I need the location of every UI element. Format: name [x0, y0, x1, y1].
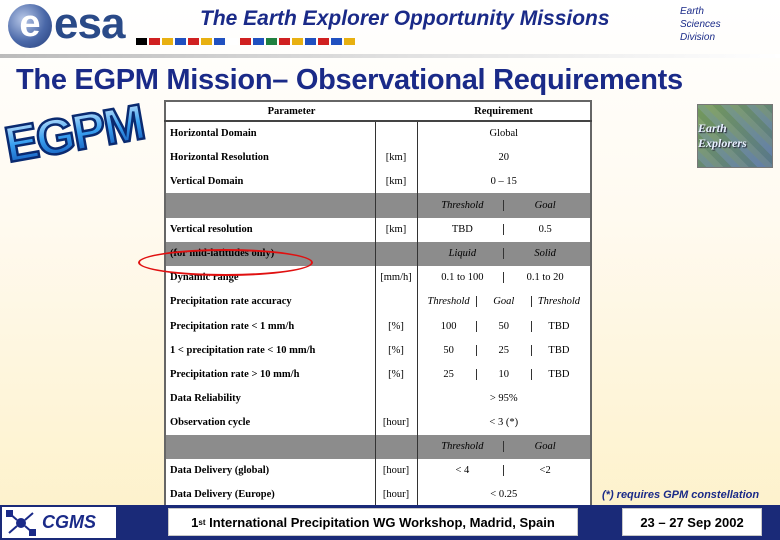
conference-ordinal: 1: [191, 514, 199, 530]
flag-icon: [240, 38, 251, 45]
flag-icon: [318, 38, 329, 45]
requirement-cell: < 3 (*): [489, 417, 519, 429]
requirement-cell: [417, 338, 591, 362]
unit-cell: [mm/h]: [375, 266, 417, 290]
flag-icon: [305, 38, 316, 45]
flag-icon: [188, 38, 199, 45]
parameter-cell: Precipitation rate < 1 mm/h: [165, 314, 375, 338]
conference-title: [168, 508, 578, 536]
division-label: [680, 5, 721, 44]
requirement-cell: < 0.25: [490, 488, 518, 500]
unit-cell: [%]: [375, 338, 417, 362]
table-row: [165, 169, 591, 193]
cgms-text: CGMS: [42, 512, 96, 532]
unit-cell: [375, 386, 417, 410]
satellite-icon: [6, 510, 36, 536]
requirement-subvalue: 50: [443, 344, 454, 356]
requirement-cell: [417, 314, 591, 338]
flag-icon: [292, 38, 303, 45]
division-line: Division: [680, 32, 716, 43]
requirement-subvalue: 10: [476, 369, 531, 380]
requirement-subvalue: Goal: [476, 296, 531, 307]
esa-globe-icon: e: [8, 4, 52, 48]
table-row: [165, 362, 591, 386]
table-row: [165, 218, 591, 242]
flag-icon: [162, 38, 173, 45]
table-row: [165, 411, 591, 435]
unit-cell: [hour]: [375, 483, 417, 507]
requirement-subvalue: 0.1 to 100: [441, 272, 484, 284]
parameter-cell: Precipitation rate > 10 mm/h: [165, 362, 375, 386]
table-row: [165, 338, 591, 362]
requirement-subvalue: TBD: [531, 369, 586, 380]
flag-icon: [266, 38, 277, 45]
parameter-cell: [165, 435, 375, 459]
parameter-cell: Precipitation rate accuracy: [165, 290, 375, 314]
table-row: [165, 314, 591, 338]
explorer-logo-text: Earth Explorers: [698, 121, 747, 150]
esa-logo: [8, 0, 136, 50]
footnote: (*) requires GPM constellation: [602, 489, 760, 501]
flag-icon: [227, 38, 238, 45]
header-title: The Earth Explorer Opportunity Missions: [200, 7, 610, 30]
requirement-subvalue: Threshold: [441, 441, 484, 453]
parameter-cell: Horizontal Resolution: [165, 145, 375, 169]
unit-cell: [hour]: [375, 459, 417, 483]
parameter-header: Parameter: [165, 101, 417, 121]
table-row: [165, 459, 591, 483]
highlight-ellipse: [138, 249, 313, 276]
unit-cell: [375, 242, 417, 266]
earth-explorer-logo: [697, 104, 773, 168]
requirement-cell: [417, 362, 591, 386]
parameter-cell: Data Delivery (global): [165, 459, 375, 483]
parameter-cell: 1 < precipitation rate < 10 mm/h: [165, 338, 375, 362]
unit-cell: [375, 121, 417, 145]
parameter-cell: Vertical Domain: [165, 169, 375, 193]
requirement-cell: [417, 242, 591, 266]
requirement-cell: > 95%: [489, 392, 518, 404]
requirement-subvalue: Threshold: [441, 199, 484, 211]
requirement-cell: [417, 193, 591, 217]
table-row: [165, 145, 591, 169]
requirement-subvalue: <2: [503, 465, 586, 476]
parameter-cell: Vertical resolution: [165, 218, 375, 242]
flag-icon: [253, 38, 264, 45]
requirement-subvalue: 25: [443, 368, 454, 380]
requirement-subvalue: TBD: [451, 224, 473, 236]
member-flags: [136, 38, 355, 45]
division-line: Sciences: [680, 19, 721, 30]
parameter-cell: Observation cycle: [165, 411, 375, 435]
requirement-subvalue: TBD: [531, 345, 586, 356]
requirement-subvalue: TBD: [531, 321, 586, 332]
unit-cell: [375, 435, 417, 459]
flag-icon: [279, 38, 290, 45]
conference-ordinal-suffix: st: [198, 517, 206, 527]
requirement-cell: [417, 435, 591, 459]
flag-icon: [201, 38, 212, 45]
table-row: [165, 483, 591, 507]
parameter-cell: Data Delivery (Europe): [165, 483, 375, 507]
requirement-subvalue: Threshold: [427, 296, 470, 308]
requirement-cell: [417, 459, 591, 483]
unit-cell: [km]: [375, 169, 417, 193]
flag-icon: [136, 38, 147, 45]
requirement-cell: 0 – 15: [490, 175, 517, 187]
unit-cell: [%]: [375, 314, 417, 338]
requirement-subvalue: Threshold: [531, 296, 586, 307]
header-divider: [0, 54, 780, 58]
table-row: [165, 193, 591, 217]
flag-icon: [331, 38, 342, 45]
unit-cell: [hour]: [375, 411, 417, 435]
requirement-header: Requirement: [417, 101, 591, 121]
requirement-subvalue: 0.5: [503, 224, 586, 235]
requirements-table: [164, 100, 592, 508]
flag-icon: [149, 38, 160, 45]
esa-logo-text: esa: [54, 0, 125, 48]
requirement-cell: [417, 290, 591, 314]
parameter-cell: Data Reliability: [165, 386, 375, 410]
cgms-logo: [2, 507, 116, 538]
requirement-cell: Global: [489, 128, 519, 140]
table-row: [165, 121, 591, 145]
egpm-logo-text: EGPM: [0, 93, 148, 174]
table-row: [165, 386, 591, 410]
table-row: [165, 435, 591, 459]
slide-title: The EGPM Mission– Observational Requirements: [16, 64, 683, 96]
requirement-subvalue: < 4: [455, 465, 470, 477]
division-line: Earth: [680, 6, 704, 17]
flag-icon: [175, 38, 186, 45]
parameter-cell: Horizontal Domain: [165, 121, 375, 145]
requirement-subvalue: 0.1 to 20: [503, 272, 586, 283]
unit-cell: [km]: [375, 218, 417, 242]
parameter-cell: [165, 193, 375, 217]
unit-cell: [%]: [375, 362, 417, 386]
requirement-subvalue: 25: [476, 345, 531, 356]
conference-dates: 23 – 27 Sep 2002: [622, 508, 762, 536]
requirement-cell: [417, 266, 591, 290]
requirement-subvalue: Solid: [503, 248, 586, 259]
flag-icon: [214, 38, 225, 45]
unit-cell: [km]: [375, 145, 417, 169]
requirement-subvalue: Goal: [503, 200, 586, 211]
requirement-subvalue: 100: [440, 320, 457, 332]
conference-name: International Precipitation WG Workshop, Madrid, Spain: [205, 514, 555, 530]
parameter-cell: (for mid-latitudes only): [165, 242, 375, 266]
unit-cell: [375, 193, 417, 217]
requirement-subvalue: Liquid: [448, 248, 477, 260]
unit-cell: [375, 290, 417, 314]
requirement-subvalue: Goal: [503, 441, 586, 452]
requirement-subvalue: 50: [476, 321, 531, 332]
flag-icon: [344, 38, 355, 45]
table-header-row: [165, 101, 591, 121]
table-row: [165, 290, 591, 314]
requirement-cell: [417, 218, 591, 242]
egpm-logo: [0, 92, 148, 174]
parameter-cell: Dynamic range: [165, 266, 375, 290]
requirement-cell: 20: [498, 151, 509, 163]
